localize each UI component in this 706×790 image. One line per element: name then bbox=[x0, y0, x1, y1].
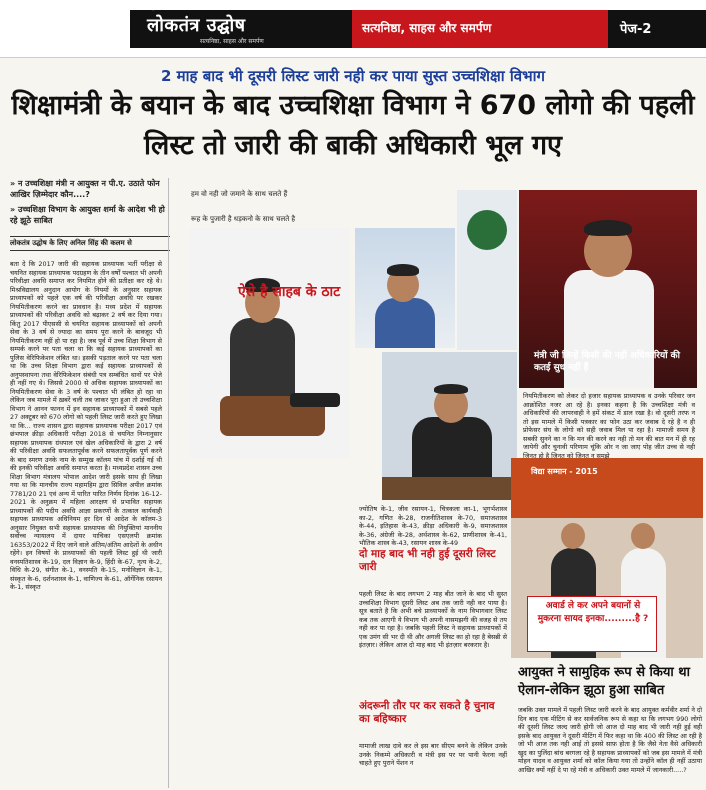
subject-counts: ज्योतिष के-1, जीव रसायन-1, चित्रकला का-1, भूगर्भशास्त्र का-2, गणित के-28, राजनीतिशास्त्र के-70, समाजशास्त्र के-44, इतिहास के-43, क्रीड़ा अधिकारी के-9, समाजशास्त्र के-36, अंग्रेजी के-28, अर्थशास्त्र के-62, प्राणीशास्त्र के-41, भौतिक शास्त्र के-43, रसायन शास्त्र के-49 bbox=[359, 505, 507, 547]
masthead-slogan: सत्यनिष्ठा, साहस और समर्पण bbox=[362, 21, 492, 35]
newspaper-name: लोकतंत्र उद्घोष bbox=[147, 15, 246, 36]
masthead-tagline: सत्यनिष्ठा, साहस और समर्पण bbox=[200, 38, 264, 45]
article-body-bottom: जबकि उक्त मामले में पहली लिस्ट जारी करने के बाद आयुक्त कर्मवीर शर्मा ने दो दिन बाद एक मीटिंग से कर सार्वजनिक रूप से कहा था कि लगभग 990 लोगो की दूसरी लिस्ट जल्द जारी होगी जो आज दो माह बाद भी जारी नही हुई वही इसके बाद आयुक्त ने दूसरी मीटिंग में फिर कहा था कि 400 की लिस्ट आ रही है जो भी आज तक नही आई तो इससे साफ़ होता है कि जैसे नेता वैसे अधिकारी खुद का पुलिंदा बांध बरगला रहे है सहायक प्राध्यापकों को जब इस मामले में मंत्री मोहन यादव व आयुक्त शर्मा को कॉल किया गया तो उन्होंने कॉल ही नहीं उठाया आखिर क्यों नहीं दे पा रहे मंत्री व अधिकारी उक्त मामले में जानकारी.....? bbox=[518, 706, 702, 774]
article-body-left bbox=[10, 260, 162, 788]
photo-caption-sub: रूह के पुजारी है धड़कनो के साथ चलते है bbox=[191, 215, 296, 223]
subhead-commissioner: आयुक्त ने सामुहिक रूप से किया था ऐलान-लेकिन झूठा हुआ साबित bbox=[518, 665, 690, 698]
photo-official-bg bbox=[457, 190, 517, 350]
photo-overlay-text: मंत्री जी जिन्हें किसी की नहीं अधिकारियों की कतई सुध नहीं हैं bbox=[534, 351, 680, 373]
article-body-right: नियमितीकरण को लेकर दो हजार सहायक प्राध्यापक व उनके परिवार जन आक्रोशित नजर आ रहे है। इनका कहना है कि उच्चशिक्षा मंत्री व अधिकारियों की लापरवाही ने हमें संकट में डाल रखा है। वो दूसरी तरफ न तो इस मामले में किसी पत्रकार का फोन उठा कर जवाब दे रहे है न ही प्रोफेसर संघ के लोगो को सही जवाब मिल पा रहा है। मामाजी समय है सबकी सुनने का न कि मन की करने का नही तो मन की बात मन में ही रह जायेगी और चुनावी परिणाम चूंकि ओर न जा जाए पोह जीत उच्च से नही जिनत हो है जिनत को जिनत न समझे bbox=[523, 392, 695, 460]
article-body-mid-end: मामाजी लाख दावे कर ले इस बार सीएम बनने के लेकिन उनके उनके निकम्मे अधिकारी व मंत्री इस पर पर पानी फेरना नहीं चाहते हुए पुराने पेंशन न bbox=[359, 742, 507, 767]
subhead-second-list: दो माह बाद भी नही हुई दूसरी लिस्ट जारी bbox=[359, 548, 496, 573]
bullet-item: » उच्चशिक्षा विभाग के आयुक्त शर्मा के आदेश भी हो रहे झूठे साबित bbox=[10, 205, 165, 225]
bullet-points bbox=[10, 178, 170, 230]
photo-man-in-chair bbox=[190, 228, 350, 458]
column-rule bbox=[168, 178, 169, 788]
main-headline: शिक्षामंत्री के बयान के बाद उच्चशिक्षा विभाग ने 670 लोगो की पहली लिस्ट तो जारी की बाकी अधिकारी भूल गए bbox=[11, 90, 695, 161]
page-number: पेज-2 bbox=[620, 22, 652, 37]
article-body-mid: पहली लिस्ट के बाद लगभग 2 माह बीत जाने के बाद भी सुस्त उच्चशिक्षा विभाग दूसरी लिस्ट अब तक जारी नही कर पाया है। सूत्र बताते है कि अभी बचे प्राध्यापकों के नाम विभागवार लिस्ट कब तक आएगी ये विभाग भी अपनी नासमझगी की वजह से तय नही कर पा रहा है। जबकि पहली लिस्ट ने सहायक प्राध्यापकों में एक उमंग सी भर दी थी और अगली लिस्ट का हो रहा है बेसब्री से इंतज़ार। लेकिन आज दो माह बाद भी इंतज़ार बरकरार है। bbox=[359, 590, 507, 649]
photo-man-speaking bbox=[355, 228, 455, 348]
photo-overlay-text: ऐसे है साहब के ठाट bbox=[238, 284, 341, 300]
bullet-item: » न उच्चशिक्षा मंत्री न आयुक्त न पी.ए. उठाते फोन आखिर ज़िम्मेदार कौन....? bbox=[10, 179, 160, 199]
body-paragraph: इन विषयों के प्राध्यापकों की पहली लिस्ट हुई थी जारी वनस्पतिशास्त्र के-19, दल विज्ञान के-9, हिंदी के-67, नृत्य के-2, विधि के-29, संगीत के-1, वनस्पति के-15, मनोविज्ञान के-1, संस्कृत के-6, दर्शनशास्त्र के-1, वाणिज्य के-61, ऑर्गेनिक रसायन के-1, संस्कृत bbox=[10, 549, 162, 591]
award-overlay-text: अवार्ड ले कर अपने बयानों से मुकरना सायद इनका.........है ? bbox=[537, 601, 649, 624]
subhead-election-boycott: अंदरूनी तौर पर कर सकते है चुनाव का बहिष्कार bbox=[359, 700, 495, 725]
photo-official-at-desk bbox=[382, 352, 517, 500]
award-banner-text: विद्या सम्मान - 2015 bbox=[531, 467, 598, 476]
kicker-headline: 2 माह बाद भी दूसरी लिस्ट जारी नही कर पाया सुस्त उच्चशिक्षा विभाग bbox=[161, 67, 545, 85]
masthead-top-label: दैनिक bbox=[150, 4, 165, 12]
byline: लोकतंत्र उद्घोष के लिए अनिल सिंह की कलम से bbox=[10, 236, 170, 251]
body-paragraph: बता दे कि 2017 जारी की सहायक प्राध्यापक भर्ती परीक्षा से चयनित सहायक प्राध्यापक पदग्रहण के तीन वर्षों पश्चात भी अपनी परिवीक्षा अवधि समाप्त कर नियमित होने की प्रतीक्षा कर रहे थे। मिश्रविद्यालय अनुदान आयोग के नियमों के अनुसार सहायक प्राध्यापकों को पहले एक वर्ष की परिवीक्षा अवधि पर रखकर नियमितीकरण करने का प्रावधान है। मध्य प्रदेश में सहायक प्राध्यापकों की परिवीक्षा अवधि को बढ़ाकर 2 वर्ष कर दिया गया। किंतु 2017 पीएससी से चयनित सहायक प्राध्यापकों को अपनी सेवा के 3 वर्ष से ज्यादा का समय पूरा करने के बावजूद भी नियमितीकरण नहीं हो पा रहा है। जब पूर्व में उच्च शिक्षा विभाग से सम्पर्क करने पर पता चला था कि कई सहायक प्राध्यापकों का पुलिस वेरिफिकेशन लंबित था। इसकी पड़ताल करने पर पता चला था कि उच्च शिक्षा विभाग द्वारा कई सहायक प्राध्यापकों से अनुपस्थापना तथा वेरिफिकेशन संबंधी पत्र सम्बंधित थानों पर भेजे ही नहीं गए थे। जिससे 2000 से अधिक सहायक प्राध्यापकों का नियमितीकरण सेवा के 3 वर्ष के पश्चात भी लंबित हो रहा था लेकिन जब मामले में ख़बरें चली तब जाकर पूरा हुआ तो उच्चशिक्षा विभाग ने आनन फानन में इन सहायक प्राध्यापकों में सबसे पहले 27 अक्टूबर को 670 लोगो को पहली लिस्ट जारी करते हुए लिखा था कि... राज्य शासन द्वारा सहायक प्राध्यापक परीक्षा 2017 एवं छंभपाल क्रीड़ा अधिकारी परीक्षा 2018 से चयनित निम्नानुसार सहायक प्राध्यापक ग्रंथपाल एवं खेल अधिकारियों के द्वारा 2 वर्ष की परिवीक्षा अवधि सफलतापूर्वक करने सफलतापूर्वक पूर्ण करने के बाद स्मरण उनके नाम के सम्मुख कॉलम पांच में दर्शाई गई थी की इनकी परिवीक्षा अवधि समाप्त करता है। मध्यप्रदेश शासन उच्च शिक्षा विभाग मंत्रालय भोपाल आदेश जारी इसके साथ ही लिखा गया था कि मानचीय राज्य महामहिम द्वारा सिविल अपील क्रमांक 7781/20 21 एवं अन्य में पारित पारित निर्णय दिनांक 16-12-2021 के अनुक्रम में महिला आरक्षण से प्रभावित सहायक प्राध्यापकों की पदीय अवधि आज्ञा प्रकरणों के तत्काल कार्यवाही सहायक प्राध्यापक अधिनियम हर दिन से आदेश के कॉलम-3 अनुसार नियुक्त सभी सहायक प्राध्यापक की नियुक्तियां माननीय सर्वोच्च न्यायालय में दायर याचिका एसएलपी क्रमांक 16353/2022 में दिए जाने वाले अंतिम/अंतिम आदेशों के अधीन रहेंगे। bbox=[10, 260, 162, 557]
photo-caption-top: हम वो नही जो जमाने के साथ चलते हैं bbox=[191, 190, 288, 198]
